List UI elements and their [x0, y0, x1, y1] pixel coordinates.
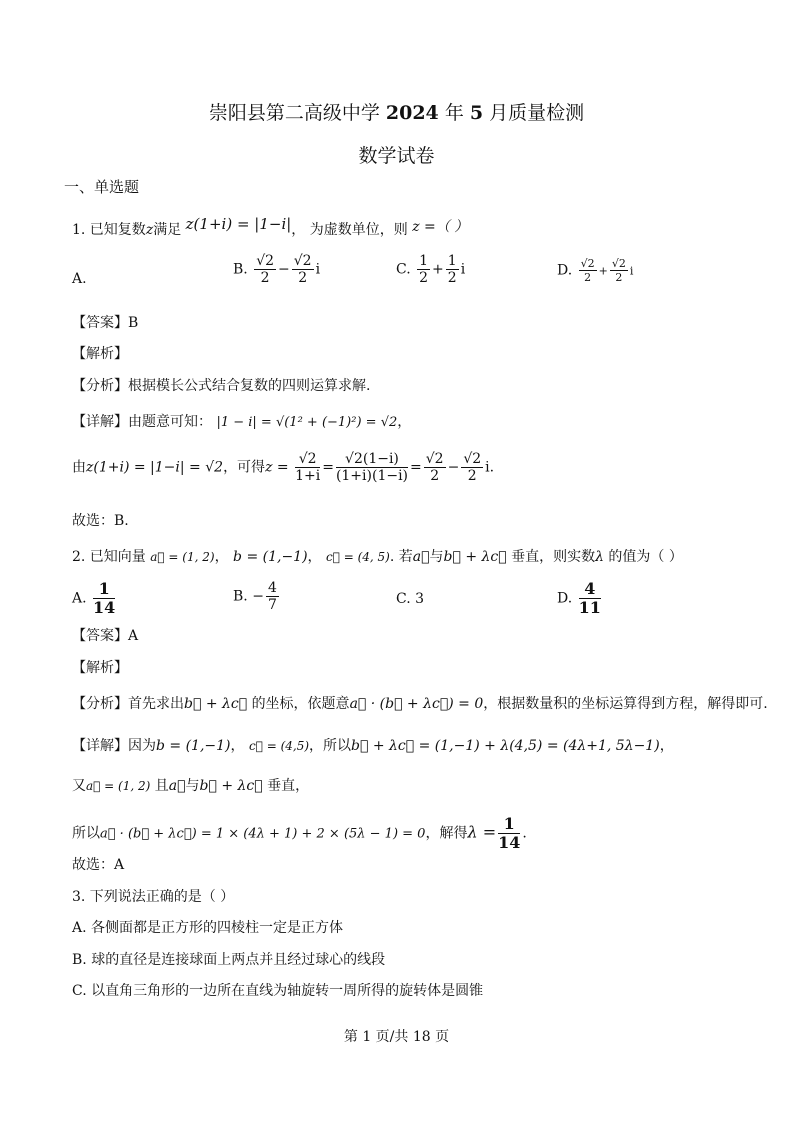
q1-detail-text: 【详解】由题意可知：: [72, 414, 212, 430]
derive-frac1: [295, 451, 320, 484]
q2-lambda-frac: [498, 815, 520, 852]
operator: +: [598, 264, 608, 278]
q2-solve: [72, 815, 527, 852]
q2-detail-text-2: ，所以: [309, 738, 352, 754]
q2-lambda-eq: λ =: [467, 822, 497, 842]
q2-option-b: [233, 580, 281, 613]
q2-vector-a: a⃗ = (1, 2): [86, 779, 151, 793]
title-school: 崇阳县第二高级中学: [208, 102, 380, 124]
title-month: 5: [469, 102, 484, 124]
q2-option-d-frac: [579, 580, 601, 617]
title-year: 2024: [385, 102, 439, 124]
q1-option-d-frac2: [610, 257, 628, 284]
q1-analysis: 【分析】根据模长公式结合复数的四则运算求解.: [72, 378, 371, 394]
punct: .: [522, 825, 527, 842]
q1-derive-z: z =: [265, 459, 289, 476]
operator: −: [278, 261, 290, 278]
q1-option-a: A.: [72, 271, 87, 287]
q1-derive-text-2: ，可得: [223, 459, 266, 476]
q3-option-c: C. 以直角三角形的一边所在直线为轴旋转一周所得的旋转体是圆锥: [72, 983, 484, 999]
q1-condition-eq: z(1+i) = |1−i|: [185, 215, 292, 233]
punct: ，: [230, 738, 245, 754]
q1-analysis-heading: 【解析】: [72, 346, 128, 362]
q2-option-a-label: A.: [72, 590, 87, 607]
imaginary-unit: i: [460, 261, 466, 278]
q1-option-d-frac1: [579, 257, 597, 284]
q2-stem-text-5: 的值为（ ）: [608, 549, 683, 565]
q2-option-d: [557, 580, 603, 617]
frac-den: 2: [298, 270, 308, 286]
q1-stem-text-2: 满足: [153, 222, 182, 238]
q1-stem-text: 1. 已知复数: [72, 222, 146, 238]
page-footer: 第 1 页/共 18 页: [343, 1029, 450, 1045]
q2-option-a: [72, 580, 117, 617]
q2-detail: [72, 737, 674, 755]
q1-option-b-label: B.: [233, 261, 248, 278]
q1-option-c-frac1: [417, 253, 430, 286]
frac-num: √2: [256, 253, 275, 269]
imaginary-unit: i: [315, 261, 321, 278]
q1-derive-eq: z(1+i) = |1−i| = √2: [86, 459, 224, 476]
q3-stem: 3. 下列说法正确的是（ ）: [72, 889, 235, 905]
derive-frac3: [424, 451, 446, 484]
q2-vector-c: c⃗ = (4,5): [248, 739, 310, 753]
frac-den: 14: [498, 833, 521, 852]
q1-derivation: 由z(1+i) = |1−i| = √2，可得z = $\frac{√2}{1+i}$ = $\frac{√2(1-i)}{(1+i)(1-i)}$ = $\frac{√2}{2}$ − $\frac{√2}{2}$ i.: [72, 451, 495, 484]
frac-num: √2: [295, 451, 320, 468]
q1-question: z =（ ）: [412, 219, 469, 235]
frac-num: 1: [447, 253, 457, 269]
q1-detail: [72, 413, 411, 432]
q2-text-3: 与: [185, 778, 200, 794]
q2-lambda: λ: [595, 549, 604, 565]
frac-den: 2: [447, 270, 457, 286]
q2-stem-text-3: 与: [429, 549, 444, 565]
frac-den: 14: [93, 598, 116, 617]
frac-den: 2: [419, 270, 429, 286]
operator: −: [252, 588, 264, 605]
exam-subtitle: 数学试卷: [358, 145, 435, 167]
frac-den: 1+i: [295, 468, 321, 484]
frac-num: 1: [419, 253, 429, 269]
title-exam-name: 月质量检测: [489, 102, 585, 124]
q2-vector-c: c⃗ = (4, 5): [326, 550, 390, 564]
q2-conclusion: 故选：A: [72, 857, 125, 873]
q2-text-2: ，解得: [425, 825, 468, 842]
frac-num: √2: [293, 253, 312, 269]
q1-option-d-label: D.: [557, 262, 573, 279]
q2-analysis-text: 【分析】首先求出: [72, 696, 184, 712]
q2-option-b-frac: [266, 580, 279, 613]
section-heading: 一、单选题: [64, 178, 140, 196]
frac-num: 4: [579, 580, 601, 599]
q2-option-b-label: B.: [233, 588, 248, 605]
q1-stem-text-3: ， 为虚数单位，则: [291, 222, 408, 238]
q2-stem: [72, 548, 683, 566]
frac-den: 2: [430, 468, 440, 484]
q2-vector-a: a⃗ = (1, 2): [150, 550, 215, 564]
q1-answer: 【答案】B: [72, 315, 139, 331]
q2-vec-a-symbol: a⃗: [168, 778, 186, 794]
punct: ，: [397, 414, 412, 430]
q3-option-b: B. 球的直径是连接球面上两点并且经过球心的线段: [72, 952, 386, 968]
q2-dot-eq: a⃗ · (b⃗ + λc⃗) = 0: [349, 696, 484, 712]
q1-var-z: z: [145, 222, 154, 238]
frac-num: 4: [267, 580, 277, 596]
q3-option-a: A. 各侧面都是正方形的四棱柱一定是正方体: [72, 920, 344, 936]
q1-derive-text: 由: [72, 459, 86, 476]
q2-perpendicular: [72, 777, 309, 795]
punct: ，: [214, 549, 229, 565]
q1-option-b: [233, 253, 320, 286]
q2-option-c: C. 3: [396, 591, 425, 607]
q1-option-c: [396, 253, 465, 286]
frac-den: 2: [467, 468, 477, 484]
q2-option-a-frac: [93, 580, 115, 617]
frac-den: 11: [578, 598, 601, 617]
q1-option-d: [557, 257, 633, 284]
q2-stem-text-2: . 若: [389, 549, 413, 565]
frac-den: 2: [584, 271, 592, 284]
q2-text: 又: [72, 778, 86, 794]
frac-num: √2: [425, 451, 444, 467]
q2-solve-eq: a⃗ · (b⃗ + λc⃗) = 1 × (4λ + 1) + 2 × (5λ − 1) = 0: [100, 826, 426, 842]
q2-vec-a-symbol: a⃗: [412, 549, 430, 565]
frac-num: √2(1−i): [336, 451, 408, 468]
q2-analysis-text-3: ，根据数量积的坐标运算得到方程，解得即可.: [483, 696, 768, 712]
frac-den: 2: [260, 270, 270, 286]
derive-frac4: [461, 451, 483, 484]
q1-option-c-frac2: [446, 253, 459, 286]
q1-modulus-eq: |1 − i| = √(1² + (−1)²) = √2: [216, 415, 398, 430]
q1-conclusion: 故选：B.: [72, 513, 129, 529]
q2-answer: 【答案】A: [72, 628, 139, 644]
q2-text: 所以: [72, 825, 100, 842]
q2-analysis-text-2: 的坐标，依题意: [251, 696, 350, 712]
q2-vector-b: b = (1,−1): [156, 738, 231, 754]
q2-stem-text: 2. 已知向量: [72, 549, 146, 565]
punct: ，: [307, 549, 322, 565]
q2-vector-b: b = (1,−1): [233, 549, 308, 565]
q2-stem-text-4: 垂直，则实数: [511, 549, 596, 565]
frac-num: 1: [93, 580, 115, 599]
frac-den: (1+i)(1−i): [335, 468, 409, 484]
q2-coord-eq: b⃗ + λc⃗ = (1,−1) + λ(4,5) = (4λ+1, 5λ−1): [351, 738, 660, 754]
q2-vec-bc: b⃗ + λc⃗: [184, 696, 248, 712]
q2-text-2: 且: [154, 778, 169, 794]
title-year-suffix: 年: [444, 102, 464, 124]
frac-num: √2: [463, 451, 482, 467]
derive-frac2: [336, 451, 408, 484]
frac-num: √2: [611, 257, 626, 270]
q2-analysis-heading: 【解析】: [72, 660, 128, 676]
frac-num: 1: [498, 815, 520, 834]
punct: ，: [659, 738, 674, 754]
q1-option-b-frac2: [292, 253, 314, 286]
q1-option-c-label: C.: [396, 261, 411, 278]
frac-den: 7: [267, 597, 277, 613]
q2-vec-bc: b⃗ + λc⃗: [199, 778, 263, 794]
q1-stem: [72, 215, 469, 239]
exam-title: [0, 98, 793, 125]
frac-num: √2: [580, 257, 595, 270]
q2-option-d-label: D.: [557, 590, 573, 607]
frac-den: 2: [615, 271, 623, 284]
q2-vec-bc: b⃗ + λc⃗: [443, 549, 507, 565]
q1-option-b-frac1: [254, 253, 276, 286]
q2-detail-text: 【详解】因为: [72, 738, 156, 754]
q2-analysis: [72, 695, 768, 713]
operator: +: [432, 261, 444, 278]
q2-text-4: 垂直，: [267, 778, 310, 794]
imaginary-unit: i: [485, 459, 490, 476]
imaginary-unit: i: [629, 264, 634, 278]
